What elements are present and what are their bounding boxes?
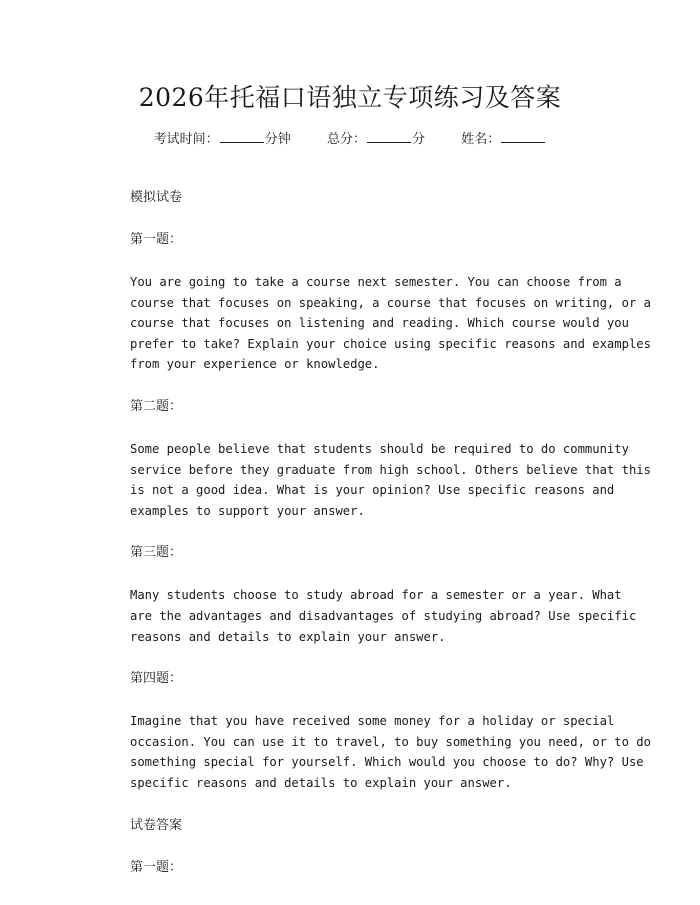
question-1-line: course that focuses on speaking, a course that focuses on writing, or a xyxy=(130,295,651,310)
question-1-label: 第一题： xyxy=(130,232,183,247)
document-title: 2026年托福口语独立专项练习及答案 xyxy=(138,83,562,112)
question-2-line: service before they graduate from high school. Others believe that this xyxy=(130,462,651,477)
question-3-label: 第三题： xyxy=(130,545,183,561)
question-4-line: Imagine that you have received some money for a holiday or special xyxy=(130,714,615,729)
answer-1-label: 第一题： xyxy=(130,859,183,875)
answer-section-heading: 试卷答案 xyxy=(130,817,183,833)
exam-time-unit: 分钟 xyxy=(264,132,291,147)
question-1-line: prefer to take? Explain your choice using specific reasons and examples xyxy=(130,336,651,351)
question-3-line: Many students choose to study abroad for a semester or a year. What xyxy=(130,588,622,603)
question-4-label: 第四题： xyxy=(130,671,183,687)
exam-meta-line xyxy=(0,128,700,152)
question-4-line: something special for yourself. Which would you choose to do? Why? Use xyxy=(130,755,644,770)
total-score-label: 总分： xyxy=(326,132,366,147)
question-2-line: examples to support your answer. xyxy=(130,503,365,518)
question-2-text xyxy=(103,439,651,521)
question-2-label: 第二题： xyxy=(130,398,183,414)
question-1-line: from your experience or knowledge. xyxy=(130,357,380,372)
question-1-line: course that focuses on listening and reading. Which course would you xyxy=(130,316,629,331)
name-label: 姓名： xyxy=(461,132,501,147)
name-field xyxy=(461,128,546,152)
question-3-text xyxy=(103,585,637,647)
document-body xyxy=(103,188,651,900)
exam-time-label: 考试时间： xyxy=(153,132,219,147)
total-score-field xyxy=(327,128,425,152)
question-3-line: reasons and details to explain your answer. xyxy=(130,629,446,644)
total-score-blank xyxy=(367,128,411,143)
question-2-line: is not a good idea. What is your opinion? Use specific reasons and xyxy=(130,483,615,498)
name-blank xyxy=(501,128,545,143)
question-4-line: occasion. You can use it to travel, to buy something you need, or to do xyxy=(130,734,651,749)
exam-time-blank xyxy=(220,128,264,143)
question-4-text xyxy=(103,711,651,793)
question-3-line: are the advantages and disadvantages of studying abroad? Use specific xyxy=(130,608,637,623)
exam-time-field xyxy=(154,128,291,152)
question-4-line: specific reasons and details to explain your answer. xyxy=(130,775,512,790)
question-1-text xyxy=(103,272,651,375)
exam-section-heading: 模拟试卷 xyxy=(130,190,183,205)
question-2-line: Some people believe that students should be required to do community xyxy=(130,441,629,456)
total-score-unit: 分 xyxy=(412,132,426,147)
question-1-line: You are going to take a course next semester. You can choose from a xyxy=(130,275,622,289)
